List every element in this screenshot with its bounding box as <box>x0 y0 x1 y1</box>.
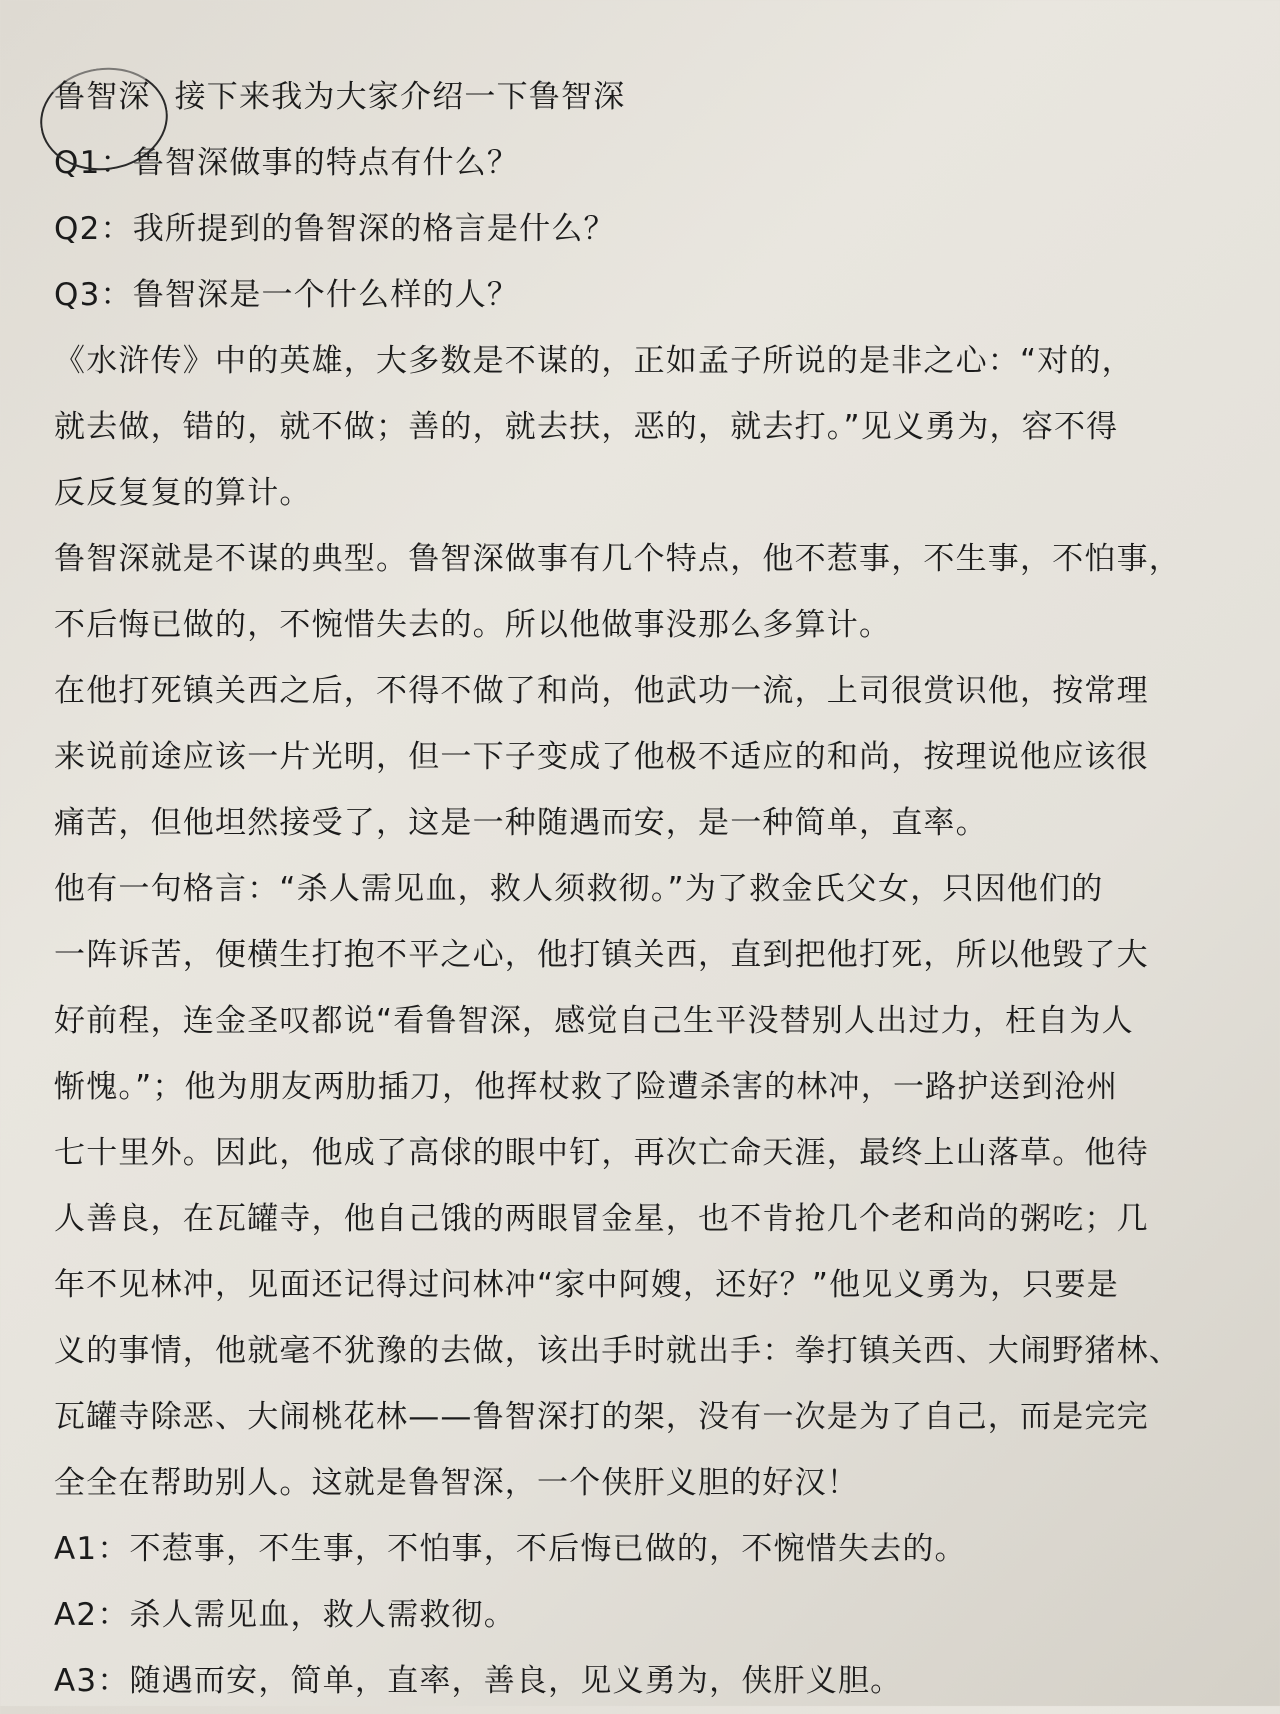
body-line: 人善良，在瓦罐寺，他自己饿的两眼冒金星，也不肯抢几个老和尚的粥吃；几 <box>54 1201 1149 1237</box>
answer-2: A2：杀人需见血，救人需救彻。 <box>54 1597 516 1633</box>
body-line: 他有一句格言：“杀人需见血，救人须救彻。”为了救金氏父女，只因他们的 <box>54 871 1104 907</box>
body-line: 《水浒传》中的英雄，大多数是不谋的，正如孟子所说的是非之心：“对的， <box>54 343 1134 379</box>
body-line: 七十里外。因此，他成了高俅的眼中钉，再次亡命天涯，最终上山落草。他待 <box>54 1135 1149 1171</box>
body-line: 瓦罐寺除恶、大闹桃花林——鲁智深打的架，没有一次是为了自己，而是完完 <box>54 1399 1149 1435</box>
body-line: 一阵诉苦，便横生打抱不平之心，他打镇关西，直到把他打死，所以他毁了大 <box>54 937 1149 973</box>
body-line: 惭愧。”；他为朋友两肋插刀，他挥杖救了险遭杀害的林冲，一路护送到沧州 <box>54 1069 1119 1105</box>
body-line: 痛苦，但他坦然接受了，这是一种随遇而安，是一种简单，直率。 <box>54 805 988 841</box>
circled-name-text: 鲁智深 <box>54 79 151 115</box>
body-line: 不后悔已做的，不惋惜失去的。所以他做事没那么多算计。 <box>54 607 892 643</box>
body-line: 在他打死镇关西之后，不得不做了和尚，他武功一流，上司很赏识他，按常理 <box>54 673 1149 709</box>
heading-line <box>54 64 1234 130</box>
circled-name <box>54 64 157 130</box>
body-line: 鲁智深就是不谋的典型。鲁智深做事有几个特点，他不惹事，不生事，不怕事， <box>54 541 1181 577</box>
body-line: 年不见林冲，见面还记得过问林冲“家中阿嫂，还好？”他见义勇为，只要是 <box>54 1267 1119 1303</box>
body-line: 来说前途应该一片光明，但一下子变成了他极不适应的和尚，按理说他应该很 <box>54 739 1149 775</box>
question-2: Q2：我所提到的鲁智深的格言是什么？ <box>54 211 616 247</box>
body-line: 反反复复的算计。 <box>54 475 312 511</box>
body-line: 好前程，连金圣叹都说“看鲁智深，感觉自己生平没替别人出过力，枉自为人 <box>54 1003 1134 1039</box>
body-line: 就去做，错的，就不做；善的，就去扶，恶的，就去打。”见义勇为，容不得 <box>54 409 1119 445</box>
intro-text: 接下来我为大家介绍一下鲁智深 <box>174 79 626 115</box>
question-3: Q3：鲁智深是一个什么样的人？ <box>54 277 520 313</box>
document-page <box>54 64 1234 1714</box>
answer-1: A1：不惹事，不生事，不怕事，不后悔已做的，不惋惜失去的。 <box>54 1531 967 1567</box>
answer-3: A3：随遇而安，简单，直率，善良，见义勇为，侠肝义胆。 <box>54 1663 903 1699</box>
body-line: 义的事情，他就毫不犹豫的去做，该出手时就出手：拳打镇关西、大闹野猪林、 <box>54 1333 1181 1369</box>
question-1: Q1：鲁智深做事的特点有什么？ <box>54 145 520 181</box>
body-line: 全全在帮助别人。这就是鲁智深，一个侠肝义胆的好汉！ <box>54 1465 859 1501</box>
